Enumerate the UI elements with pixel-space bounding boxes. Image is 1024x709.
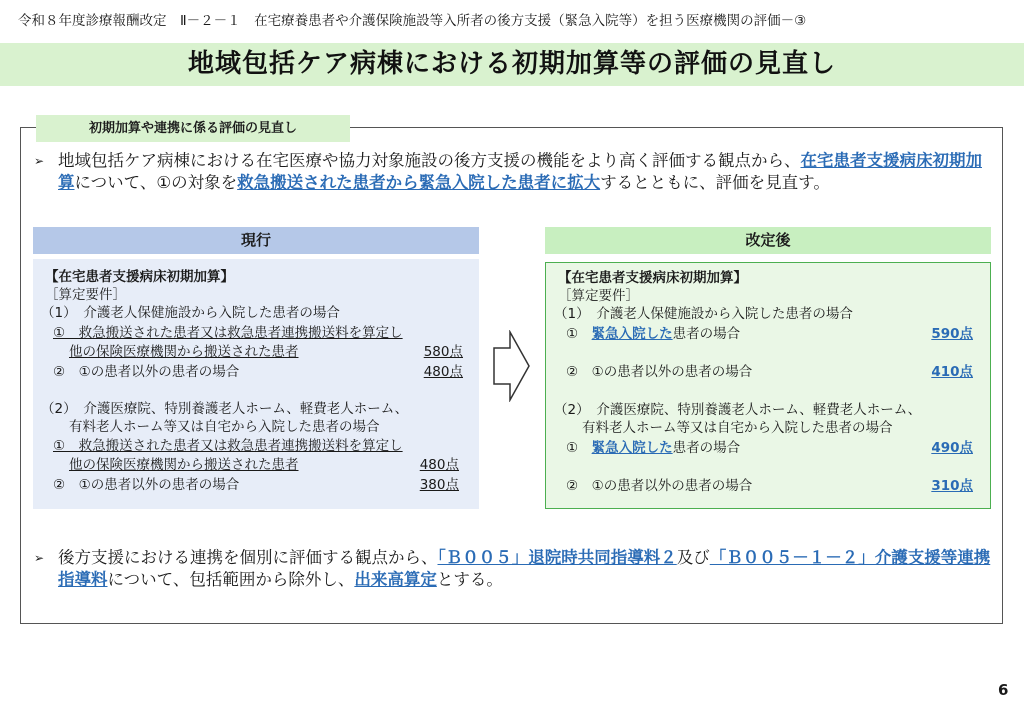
revised-g2-item1-highlight: 緊急入院した: [591, 440, 673, 456]
bullet-1-text: [58, 150, 996, 194]
revised-g2-item1-rest: 患者の場合: [672, 440, 741, 456]
revised-g2-item1: [566, 440, 740, 457]
revised-heading: 【在宅患者支援病床初期加算】: [558, 270, 747, 286]
current-g2-item2: ② ①の患者以外の患者の場合: [53, 477, 240, 493]
bullet-2-part1: 後方支援における連携を個別に評価する観点から、: [58, 548, 438, 567]
current-g1-item1-line2: 他の保険医療機関から搬送された患者: [69, 344, 299, 360]
bullet-icon: ➢: [34, 551, 45, 565]
section-label: 初期加算や連携に係る評価の見直し: [36, 115, 350, 142]
revised-header: 改定後: [545, 227, 991, 254]
bullet-2-highlight-1: 「Ｂ００５」退院時共同指導料２: [437, 548, 677, 567]
right-arrow-icon: [493, 330, 531, 402]
current-g1-item2-points: 480点: [423, 364, 463, 380]
bullet-icon: ➢: [34, 154, 45, 168]
current-g2-item1-points: 480点: [419, 457, 459, 473]
current-heading: 【在宅患者支援病床初期加算】: [45, 269, 234, 285]
bullet-1-part1: 地域包括ケア病棟における在宅医療や協力対象施設の後方支援の機能をより高く評価する観点から、: [58, 151, 801, 170]
bullet-2-highlight-3: 出来高算定: [354, 570, 437, 589]
bullet-1-part2: について、①の対象を: [74, 173, 238, 192]
current-g1-item2: ② ①の患者以外の患者の場合: [53, 364, 240, 380]
page-number: 6: [998, 681, 1009, 699]
revised-g1-item1-points: 590点: [931, 326, 973, 342]
current-group-2-line1: （2） 介護医療院、特別養護老人ホーム、軽費老人ホーム、: [41, 401, 409, 417]
bullet-2-text: [58, 547, 996, 591]
revised-g2-item1-points: 490点: [931, 440, 973, 456]
current-g2-item2-points: 380点: [419, 477, 459, 493]
current-group-1: （1） 介護老人保健施設から入院した患者の場合: [41, 305, 340, 321]
revised-group-2-line2: 有料老人ホーム等又は自宅から入院した患者の場合: [582, 420, 893, 436]
current-requirements-label: ［算定要件］: [45, 287, 126, 303]
bullet-2-part4: とする。: [436, 570, 503, 589]
page-title: 地域包括ケア病棟における初期加算等の評価の見直し: [187, 49, 836, 79]
breadcrumb: 令和８年度診療報酬改定 Ⅱ－２－１ 在宅療養患者や介護保険施設等入所者の後方支援（緊急入院等）を担う医療機関の評価－③: [18, 13, 807, 29]
revised-g1-item1: [566, 326, 740, 343]
current-g2-item1-line2: 他の保険医療機関から搬送された患者: [69, 457, 299, 473]
bullet-2-part2: 及び: [676, 548, 710, 567]
revised-g1-item1-number: ①: [566, 326, 579, 342]
revised-g2-item2-points: 310点: [931, 478, 973, 494]
current-panel: [33, 259, 479, 509]
current-g1-item1-line1: ① 救急搬送された患者又は救急患者連携搬送料を算定し: [53, 325, 403, 341]
revised-g1-item1-highlight: 緊急入院した: [591, 326, 673, 342]
revised-g1-item1-rest: 患者の場合: [672, 326, 741, 342]
bullet-1-highlight-2: 救急搬送された患者から緊急入院した患者に拡大: [237, 173, 601, 192]
revised-g1-item2-points: 410点: [931, 364, 973, 380]
current-group-2-line2: 有料老人ホーム等又は自宅から入院した患者の場合: [69, 419, 380, 435]
bullet-1-part3: するとともに、評価を見直す。: [600, 173, 830, 192]
current-header: 現行: [33, 227, 479, 254]
revised-requirements-label: ［算定要件］: [558, 288, 639, 304]
revised-g1-item2: ② ①の患者以外の患者の場合: [566, 364, 753, 380]
revised-g2-item1-number: ①: [566, 440, 579, 456]
revised-g2-item2: ② ①の患者以外の患者の場合: [566, 478, 753, 494]
revised-group-1: （1） 介護老人保健施設から入院した患者の場合: [554, 306, 853, 322]
bullet-1-highlight-1: 在宅患者支援病床初期加算: [58, 151, 982, 192]
current-g1-item1-points: 580点: [423, 344, 463, 360]
current-g2-item1-line1: ① 救急搬送された患者又は救急患者連携搬送料を算定し: [53, 438, 403, 454]
revised-panel: [545, 262, 991, 509]
bullet-2-highlight-2: 「Ｂ００５－１－２」介護支援等連携指導料: [58, 548, 991, 589]
bullet-2-part3: について、包括範囲から除外し、: [107, 570, 355, 589]
revised-group-2-line1: （2） 介護医療院、特別養護老人ホーム、軽費老人ホーム、: [554, 402, 922, 418]
